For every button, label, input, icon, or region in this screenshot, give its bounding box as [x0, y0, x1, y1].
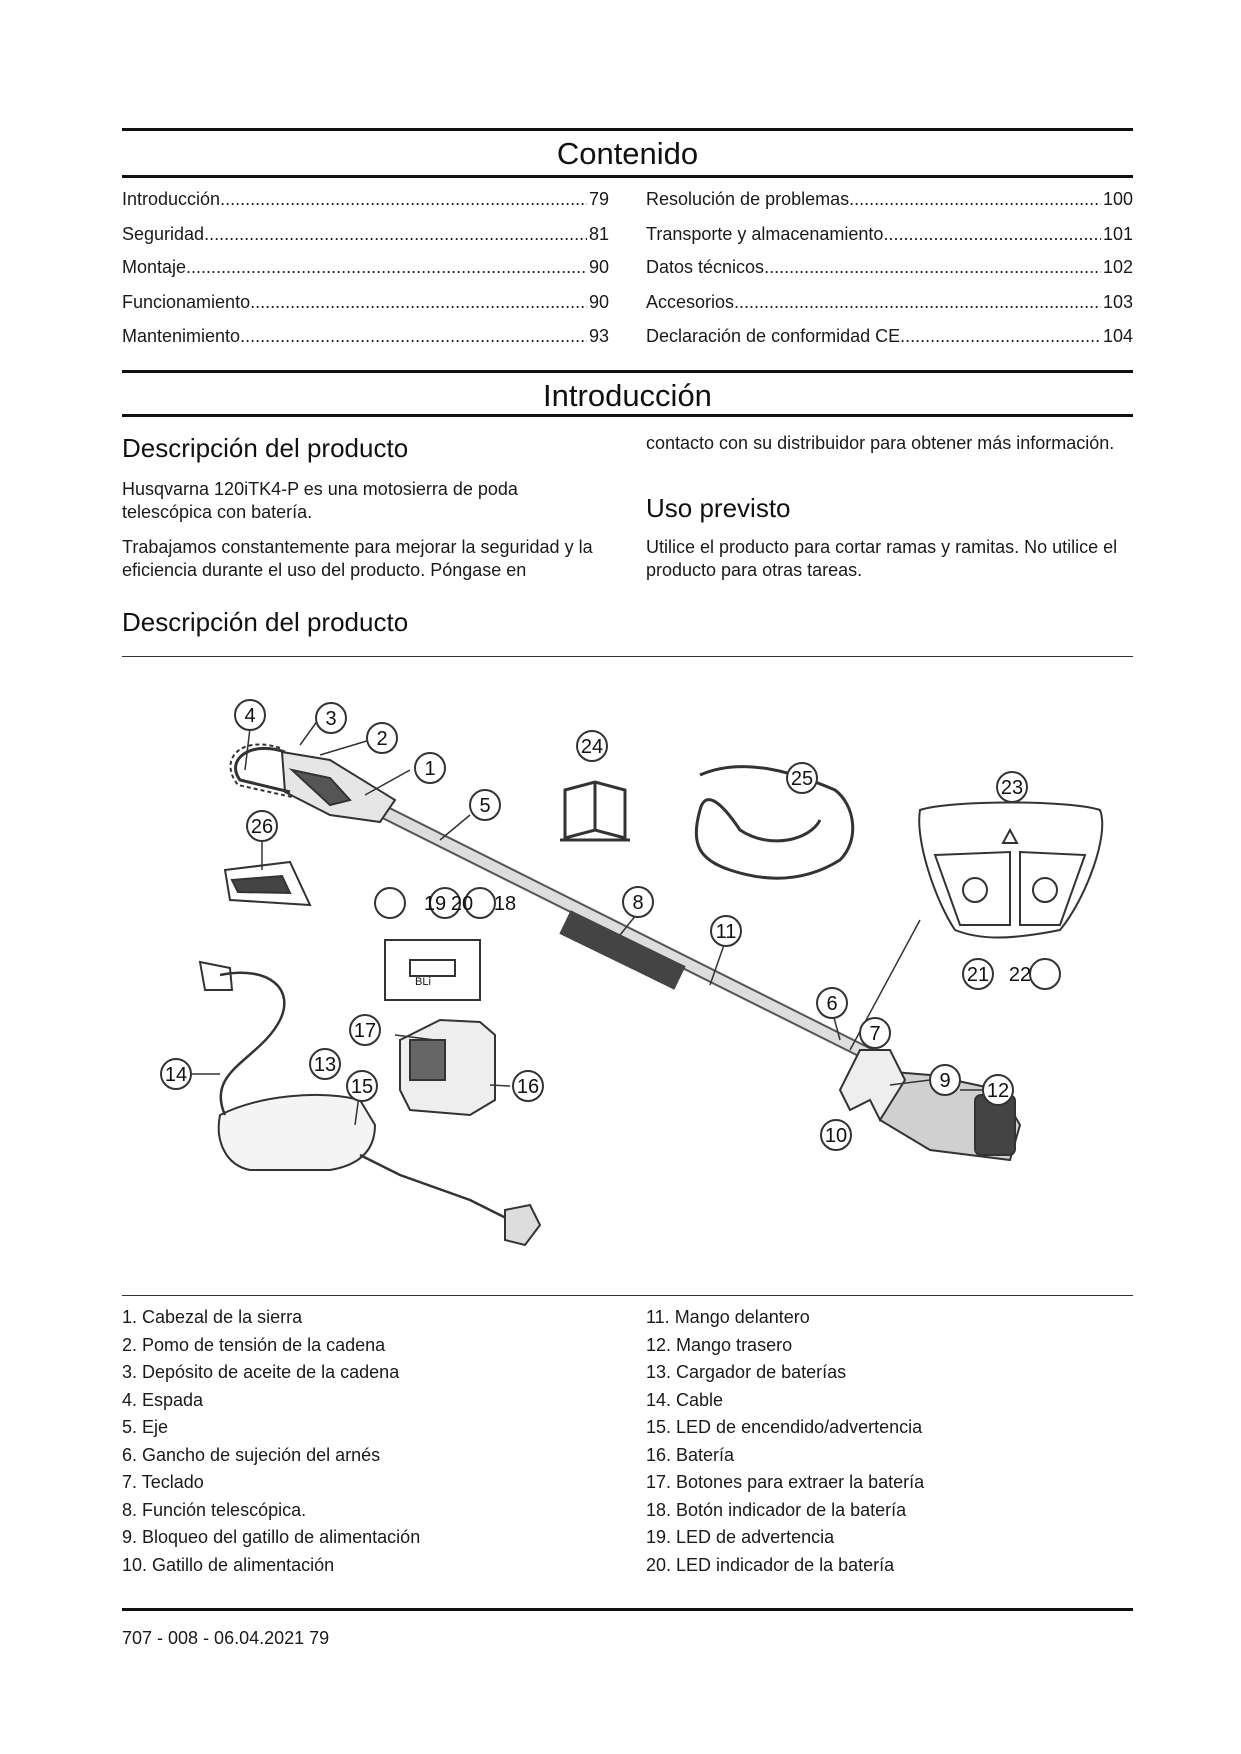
paragraph: contacto con su distribuidor para obtener más información. — [646, 433, 1115, 453]
callout-1: 1 — [424, 758, 436, 780]
callout-9: 9 — [939, 1070, 951, 1092]
callout-7: 7 — [869, 1023, 881, 1045]
callout-10: 10 — [824, 1125, 848, 1147]
toc-entry[interactable]: Transporte y almacenamiento ..... 101 — [646, 223, 1133, 245]
toc-entry[interactable]: Resolución de problemas ..... 100 — [646, 188, 1133, 210]
legend-item: 7. Teclado — [122, 1472, 204, 1492]
callout-6: 6 — [826, 993, 838, 1015]
callout-13: 13 — [313, 1054, 337, 1076]
footer-rule — [122, 1608, 1133, 1611]
legend-item: 20. LED indicador de la batería — [646, 1554, 895, 1575]
legend-list — [646, 1304, 924, 1579]
callout-16: 16 — [516, 1076, 540, 1098]
legend-item: 6. Gancho de sujeción del arnés — [122, 1444, 381, 1465]
paragraph: Utilice el producto para cortar ramas y ramitas. No utilice el producto para otras tareas. — [646, 537, 1118, 580]
legend-item: 15. LED de encendido/advertencia — [646, 1417, 923, 1437]
section-heading: Descripción del producto — [122, 433, 409, 463]
callout-15: 15 — [350, 1076, 374, 1098]
toc-entry[interactable]: Accesorios ..... 103 — [646, 291, 1133, 313]
callout-20: 20 — [450, 893, 474, 915]
legend-item: 5. Eje — [122, 1417, 169, 1437]
callout-25: 25 — [790, 768, 814, 790]
legend-item: 11. Mango delantero — [646, 1307, 810, 1327]
legend-top-rule — [122, 1295, 1133, 1296]
legend-item: 17. Botones para extraer la batería — [646, 1472, 925, 1492]
power-plug — [200, 962, 232, 990]
legend-item: 18. Botón indicador de la batería — [646, 1499, 907, 1520]
callout-12: 12 — [986, 1080, 1010, 1102]
callout-21: 21 — [966, 964, 990, 986]
toc-entry[interactable]: Declaración de conformidad CE ..... 104 — [646, 325, 1133, 347]
paragraph: Trabajamos constantemente para mejorar la seguridad y la eficiencia durante el uso del producto. Póngase en — [122, 537, 593, 580]
legend-item: 12. Mango trasero — [646, 1334, 793, 1355]
legend-list — [122, 1304, 420, 1579]
legend-item: 9. Bloqueo del gatillo de alimentación — [122, 1527, 421, 1547]
toc-entry[interactable]: Introducción ..... 79 — [122, 188, 609, 210]
callout-5: 5 — [479, 795, 491, 817]
section-heading: Uso previsto — [646, 493, 791, 523]
callout-14: 14 — [164, 1064, 188, 1086]
callout-3: 3 — [325, 708, 337, 730]
callout-22: 22 — [1008, 964, 1032, 986]
toc-entry[interactable]: Montaje ..... 90 — [122, 256, 609, 278]
callout-2: 2 — [376, 728, 388, 750]
callout-23: 23 — [1000, 777, 1024, 799]
callout-24: 24 — [580, 736, 604, 758]
callout-8: 8 — [632, 892, 644, 914]
legend-item: 19. LED de advertencia — [646, 1527, 835, 1547]
battery-charger — [219, 1095, 375, 1170]
callout-26: 26 — [250, 816, 274, 838]
legend-item: 16. Batería — [646, 1444, 735, 1465]
toc-entry[interactable]: Datos técnicos ..... 102 — [646, 256, 1133, 278]
harness-strap — [696, 767, 852, 879]
intro-title: Introducción — [543, 378, 712, 413]
callout-17: 17 — [353, 1020, 377, 1042]
callout-4: 4 — [244, 705, 256, 727]
toc-title: Contenido — [556, 136, 699, 171]
legend-item: 1. Cabezal de la sierra — [122, 1307, 303, 1327]
battery-label: BLi — [415, 976, 431, 988]
callout-11: 11 — [715, 921, 737, 943]
toc-entry[interactable]: Funcionamiento ..... 90 — [122, 291, 609, 313]
legend-item: 2. Pomo de tensión de la cadena — [122, 1334, 386, 1355]
page-footer: 707 - 008 - 06.04.2021 79 — [122, 1628, 330, 1648]
callout-19: 19 — [423, 893, 447, 915]
paragraph: Husqvarna 120iTK4-P es una motosierra de poda telescópica con batería. — [122, 479, 518, 522]
legend-item: 8. Función telescópica. — [122, 1499, 307, 1520]
toc-entry[interactable]: Seguridad ..... 81 — [122, 223, 609, 245]
battery-indicator-inset — [385, 940, 480, 1000]
toc-entry[interactable]: Mantenimiento ..... 93 — [122, 325, 609, 347]
callout-18: 18 — [493, 893, 517, 915]
legend-item: 3. Depósito de aceite de la cadena — [122, 1362, 400, 1382]
section-heading: Descripción del producto — [122, 607, 409, 637]
charger-cable — [220, 973, 284, 1115]
legend-item: 4. Espada — [122, 1389, 204, 1410]
legend-item: 13. Cargador de baterías — [646, 1362, 847, 1382]
legend-item: 10. Gatillo de alimentación — [122, 1554, 335, 1575]
legend-item: 14. Cable — [646, 1389, 724, 1410]
